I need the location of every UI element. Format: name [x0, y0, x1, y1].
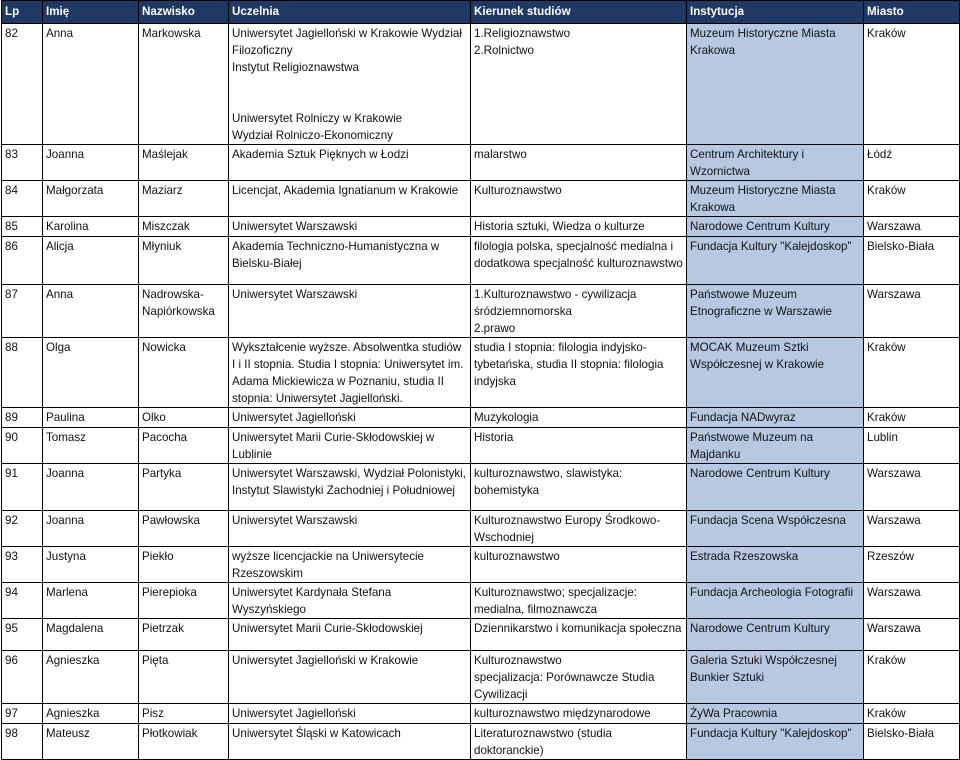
cell-uczelnia: Uniwersytet Jagielloński w Krakowie Wydział Filozoficzny Instytut Religioznawstwa Uniwersytet Rolniczy w Krakowie Wydział Rolniczo-Ekonomiczny: [229, 24, 471, 145]
cell-uczelnia: Uniwersytet Warszawski: [229, 285, 471, 338]
cell-nazwisko: Miszczak: [139, 217, 229, 237]
cell-nazwisko: Maziarz: [139, 181, 229, 217]
cell-imie: Agnieszka: [43, 704, 139, 724]
table-row: [2, 217, 960, 237]
cell-miasto: Bielsko-Biała: [864, 237, 960, 285]
header-nazwisko: Nazwisko: [139, 1, 229, 24]
header-imie: Imię: [43, 1, 139, 24]
cell-nazwisko: Pietrzak: [139, 619, 229, 651]
header-kierunek: Kierunek studiów: [471, 1, 687, 24]
cell-lp: 85: [2, 217, 43, 237]
cell-instytucja: Fundacja Scena Współczesna: [687, 511, 864, 547]
table-row: [2, 24, 960, 145]
table-row: [2, 547, 960, 583]
cell-instytucja: ŻyWa Pracownia: [687, 704, 864, 724]
cell-uczelnia: Uniwersytet Warszawski: [229, 511, 471, 547]
cell-imie: Marlena: [43, 583, 139, 619]
cell-imie: Joanna: [43, 511, 139, 547]
cell-miasto: Rzeszów: [864, 547, 960, 583]
cell-instytucja: Fundacja NADwyraz: [687, 408, 864, 428]
cell-instytucja: Fundacja Kultury "Kalejdoskop": [687, 724, 864, 760]
cell-imie: Karolina: [43, 217, 139, 237]
cell-instytucja: Państwowe Muzeum na Majdanku: [687, 428, 864, 464]
cell-imie: Małgorzata: [43, 181, 139, 217]
cell-nazwisko: Piekło: [139, 547, 229, 583]
cell-miasto: Kraków: [864, 704, 960, 724]
table-row: [2, 511, 960, 547]
cell-lp: 93: [2, 547, 43, 583]
cell-kierunek: Kulturoznawstwo: [471, 181, 687, 217]
cell-kierunek: kulturoznawstwo międzynarodowe: [471, 704, 687, 724]
cell-nazwisko: Pięta: [139, 651, 229, 704]
cell-instytucja: Muzeum Historyczne Miasta Krakowa: [687, 181, 864, 217]
cell-nazwisko: Pacocha: [139, 428, 229, 464]
cell-kierunek: filologia polska, specjalność medialna i dodatkowa specjalność kulturoznawstwo: [471, 237, 687, 285]
cell-imie: Mateusz: [43, 724, 139, 760]
cell-kierunek: studia I stopnia: filologia indyjsko-tybetańska, studia II stopnia: filologia indyjska: [471, 338, 687, 408]
cell-uczelnia: Uniwersytet Marii Curie-Skłodowskiej: [229, 619, 471, 651]
cell-uczelnia: Uniwersytet Śląski w Katowicach: [229, 724, 471, 760]
cell-kierunek: kulturoznawstwo: [471, 547, 687, 583]
cell-instytucja: Muzeum Historyczne Miasta Krakowa: [687, 24, 864, 145]
cell-imie: Agnieszka: [43, 651, 139, 704]
cell-lp: 95: [2, 619, 43, 651]
cell-instytucja: Galeria Sztuki Współczesnej Bunkier Sztuki: [687, 651, 864, 704]
cell-nazwisko: Pisz: [139, 704, 229, 724]
cell-miasto: Warszawa: [864, 511, 960, 547]
cell-nazwisko: Młyniuk: [139, 237, 229, 285]
table-row: [2, 285, 960, 338]
cell-imie: Olga: [43, 338, 139, 408]
cell-imie: Anna: [43, 24, 139, 145]
table-row: [2, 651, 960, 704]
table-row: [2, 724, 960, 760]
cell-instytucja: Fundacja Archeologia Fotografii: [687, 583, 864, 619]
cell-instytucja: MOCAK Muzeum Sztki Współczesnej w Krakowie: [687, 338, 864, 408]
cell-lp: 82: [2, 24, 43, 145]
cell-uczelnia: Uniwersytet Jagielloński w Krakowie: [229, 651, 471, 704]
cell-uczelnia: Uniwersytet Jagielloński: [229, 408, 471, 428]
cell-kierunek: Literaturoznawstwo (studia doktoranckie): [471, 724, 687, 760]
table-row: [2, 704, 960, 724]
header-row: [2, 1, 960, 24]
cell-imie: Justyna: [43, 547, 139, 583]
cell-nazwisko: Partyka: [139, 464, 229, 511]
cell-instytucja: Fundacja Kultury "Kalejdoskop": [687, 237, 864, 285]
cell-uczelnia: Licencjat, Akademia Ignatianum w Krakowie: [229, 181, 471, 217]
table-row: [2, 145, 960, 181]
cell-miasto: Kraków: [864, 651, 960, 704]
cell-nazwisko: Maślejak: [139, 145, 229, 181]
cell-imie: Anna: [43, 285, 139, 338]
cell-lp: 86: [2, 237, 43, 285]
cell-uczelnia: Wykształcenie wyższe. Absolwentka studiów I i II stopnia. Studia I stopnia: Uniwersytet im. Adama Mickiewicza w Poznaniu, studia II stopnia: Uniwersytet Jagielloński.: [229, 338, 471, 408]
cell-lp: 89: [2, 408, 43, 428]
cell-instytucja: Narodowe Centrum Kultury: [687, 217, 864, 237]
cell-miasto: Warszawa: [864, 285, 960, 338]
cell-kierunek: Kulturoznawstwo specjalizacja: Porównawcze Studia Cywilizacji: [471, 651, 687, 704]
table-row: [2, 181, 960, 217]
cell-miasto: Warszawa: [864, 583, 960, 619]
cell-kierunek: Dziennikarstwo i komunikacja społeczna: [471, 619, 687, 651]
cell-uczelnia: Uniwersytet Marii Curie-Skłodowskiej w Lublinie: [229, 428, 471, 464]
data-table: [1, 0, 960, 760]
cell-instytucja: Narodowe Centrum Kultury: [687, 464, 864, 511]
cell-miasto: Warszawa: [864, 464, 960, 511]
cell-uczelnia: wyższe licencjackie na Uniwersytecie Rzeszowskim: [229, 547, 471, 583]
cell-kierunek: 1.Kulturoznawstwo - cywilizacja śródziemnomorska 2.prawo: [471, 285, 687, 338]
cell-lp: 84: [2, 181, 43, 217]
cell-imie: Alicja: [43, 237, 139, 285]
cell-miasto: Kraków: [864, 408, 960, 428]
cell-miasto: Warszawa: [864, 217, 960, 237]
cell-uczelnia: Uniwersytet Kardynała Stefana Wyszyńskiego: [229, 583, 471, 619]
cell-miasto: Łódź: [864, 145, 960, 181]
cell-lp: 91: [2, 464, 43, 511]
cell-kierunek: Historia: [471, 428, 687, 464]
cell-miasto: Kraków: [864, 24, 960, 145]
header-lp: Lp: [2, 1, 43, 24]
cell-kierunek: 1.Religioznawstwo 2.Rolnictwo: [471, 24, 687, 145]
cell-uczelnia: Uniwersytet Jagielloński: [229, 704, 471, 724]
cell-instytucja: Narodowe Centrum Kultury: [687, 619, 864, 651]
cell-miasto: Kraków: [864, 338, 960, 408]
cell-kierunek: Muzykologia: [471, 408, 687, 428]
table-row: [2, 619, 960, 651]
cell-lp: 94: [2, 583, 43, 619]
cell-nazwisko: Pierepioka: [139, 583, 229, 619]
cell-miasto: Warszawa: [864, 619, 960, 651]
cell-miasto: Lublin: [864, 428, 960, 464]
cell-nazwisko: Olko: [139, 408, 229, 428]
cell-imie: Joanna: [43, 464, 139, 511]
table-row: [2, 428, 960, 464]
cell-lp: 87: [2, 285, 43, 338]
cell-uczelnia: Akademia Sztuk Pięknych w Łodzi: [229, 145, 471, 181]
cell-kierunek: malarstwo: [471, 145, 687, 181]
header-uczelnia: Uczelnia: [229, 1, 471, 24]
table-row: [2, 583, 960, 619]
cell-kierunek: Historia sztuki, Wiedza o kulturze: [471, 217, 687, 237]
cell-imie: Magdalena: [43, 619, 139, 651]
cell-lp: 96: [2, 651, 43, 704]
table-row: [2, 338, 960, 408]
cell-lp: 83: [2, 145, 43, 181]
table-row: [2, 464, 960, 511]
cell-miasto: Kraków: [864, 181, 960, 217]
cell-nazwisko: Nowicka: [139, 338, 229, 408]
cell-lp: 98: [2, 724, 43, 760]
header-miasto: Miasto: [864, 1, 960, 24]
table-body: [2, 24, 960, 760]
table-row: [2, 237, 960, 285]
cell-miasto: Bielsko-Biała: [864, 724, 960, 760]
cell-lp: 90: [2, 428, 43, 464]
cell-nazwisko: Nadrowska-Napiórkowska: [139, 285, 229, 338]
header-instytucja: Instytucja: [687, 1, 864, 24]
cell-nazwisko: Markowska: [139, 24, 229, 145]
cell-imie: Paulina: [43, 408, 139, 428]
cell-uczelnia: Uniwersytet Warszawski: [229, 217, 471, 237]
cell-instytucja: Centrum Architektury i Wzornictwa: [687, 145, 864, 181]
cell-lp: 88: [2, 338, 43, 408]
cell-nazwisko: Pawłowska: [139, 511, 229, 547]
cell-kierunek: Kulturoznawstwo Europy Środkowo-Wschodniej: [471, 511, 687, 547]
cell-uczelnia: Uniwersytet Warszawski, Wydział Polonistyki, Instytut Slawistyki Zachodniej i Południowej: [229, 464, 471, 511]
cell-instytucja: Estrada Rzeszowska: [687, 547, 864, 583]
cell-imie: Joanna: [43, 145, 139, 181]
cell-instytucja: Państwowe Muzeum Etnograficzne w Warszawie: [687, 285, 864, 338]
cell-kierunek: kulturoznawstwo, slawistyka: bohemistyka: [471, 464, 687, 511]
cell-lp: 97: [2, 704, 43, 724]
table-row: [2, 408, 960, 428]
cell-kierunek: Kulturoznawstwo; specjalizacje: medialna, filmoznawcza: [471, 583, 687, 619]
cell-imie: Tomasz: [43, 428, 139, 464]
cell-lp: 92: [2, 511, 43, 547]
cell-nazwisko: Płotkowiak: [139, 724, 229, 760]
cell-uczelnia: Akademia Techniczno-Humanistyczna w Bielsku-Białej: [229, 237, 471, 285]
